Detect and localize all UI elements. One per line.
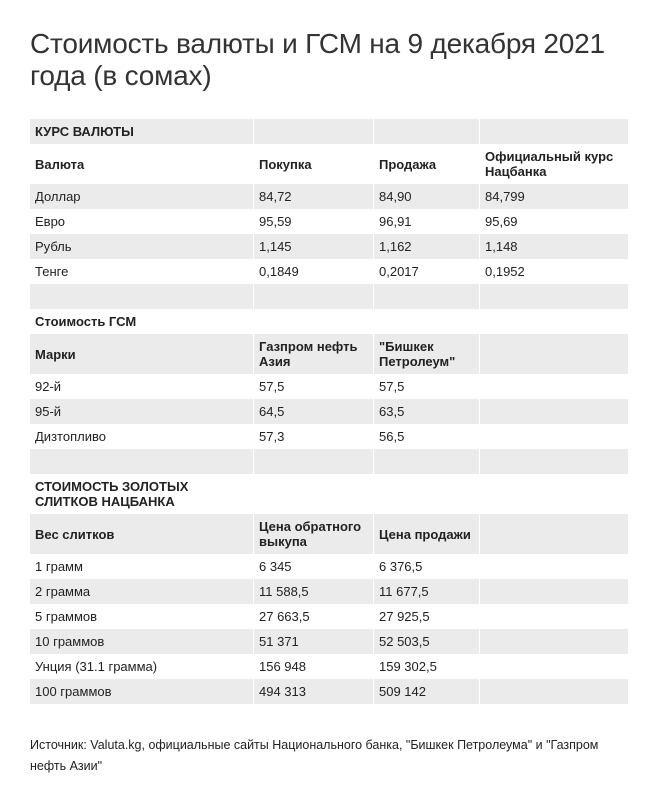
table-row [30, 424, 628, 449]
table-cell: Евро [30, 209, 254, 234]
table-cell: 6 345 [254, 554, 374, 579]
table-row [30, 399, 628, 424]
table-cell: Унция (31.1 грамма) [30, 654, 254, 679]
table-row [30, 374, 628, 399]
table-cell: 11 677,5 [374, 579, 480, 604]
column-header: "Бишкек Петролеум" [374, 334, 480, 374]
table-cell: 0,2017 [374, 259, 480, 284]
table-row [30, 629, 628, 654]
table-cell: 0,1849 [254, 259, 374, 284]
table-row [30, 259, 628, 284]
table-cell: 27 925,5 [374, 604, 480, 629]
column-header: Валюта [30, 144, 254, 184]
table-cell: 95-й [30, 399, 254, 424]
table-cell: 100 граммов [30, 679, 254, 704]
table-cell: 10 граммов [30, 629, 254, 654]
table-cell: 1 грамм [30, 554, 254, 579]
column-header: Цена обратного выкупа [254, 514, 374, 554]
table-cell: 57,3 [254, 424, 374, 449]
table-cell: 11 588,5 [254, 579, 374, 604]
table-cell: 5 граммов [30, 604, 254, 629]
table-cell: 52 503,5 [374, 629, 480, 654]
table-cell: 96,91 [374, 209, 480, 234]
table-cell: Дизтопливо [30, 424, 254, 449]
table-cell: Доллар [30, 184, 254, 209]
table-cell: 63,5 [374, 399, 480, 424]
table-row [30, 579, 628, 604]
header-row-gold [30, 514, 628, 554]
column-header: Продажа [374, 144, 480, 184]
spacer-row [30, 284, 628, 309]
column-header: Газпром нефть Азия [254, 334, 374, 374]
column-header: Официальный курс Нацбанка [480, 144, 628, 184]
table-cell: 159 302,5 [374, 654, 480, 679]
table-cell: 2 грамма [30, 579, 254, 604]
table-cell: 1,148 [480, 234, 628, 259]
table-cell: 95,59 [254, 209, 374, 234]
section-row-currency [30, 119, 628, 144]
section-label: Стоимость ГСМ [30, 309, 254, 334]
table-cell: 6 376,5 [374, 554, 480, 579]
table-row [30, 604, 628, 629]
table-cell: 84,72 [254, 184, 374, 209]
table-cell: 95,69 [480, 209, 628, 234]
spacer-row [30, 449, 628, 474]
table-cell: 84,90 [374, 184, 480, 209]
table-cell: 51 371 [254, 629, 374, 654]
table-cell: Рубль [30, 234, 254, 259]
table-cell: Тенге [30, 259, 254, 284]
table-cell: 156 948 [254, 654, 374, 679]
column-header: Марки [30, 334, 254, 374]
table-cell: 56,5 [374, 424, 480, 449]
table-cell: 0,1952 [480, 259, 628, 284]
section-row-gold [30, 474, 628, 514]
table-cell: 57,5 [374, 374, 480, 399]
header-row-currency [30, 144, 628, 184]
column-header: Вес слитков [30, 514, 254, 554]
table-cell: 494 313 [254, 679, 374, 704]
section-row-fuel [30, 309, 628, 334]
table-cell: 1,162 [374, 234, 480, 259]
table-row [30, 654, 628, 679]
source-note: Источник: Valuta.kg, официальные сайты Национального банка, "Бишкек Петролеума" и "Газпром нефть Азии" [30, 738, 599, 773]
section-label: СТОИМОСТЬ ЗОЛОТЫХ СЛИТКОВ НАЦБАНКА [30, 474, 254, 514]
table-row [30, 184, 628, 209]
table-cell: 1,145 [254, 234, 374, 259]
section-label: КУРС ВАЛЮТЫ [30, 119, 254, 144]
table-row [30, 209, 628, 234]
table-cell: 27 663,5 [254, 604, 374, 629]
table-cell: 92-й [30, 374, 254, 399]
table-row [30, 554, 628, 579]
table-cell: 84,799 [480, 184, 628, 209]
column-header: Цена продажи [374, 514, 480, 554]
page-title: Стоимость валюты и ГСМ на 9 декабря 2021 года (в сомах) [30, 28, 605, 91]
table-row [30, 234, 628, 259]
table-cell: 64,5 [254, 399, 374, 424]
table-cell: 509 142 [374, 679, 480, 704]
header-row-fuel [30, 334, 628, 374]
table-cell: 57,5 [254, 374, 374, 399]
rates-table [30, 119, 628, 704]
column-header: Покупка [254, 144, 374, 184]
table-row [30, 679, 628, 704]
